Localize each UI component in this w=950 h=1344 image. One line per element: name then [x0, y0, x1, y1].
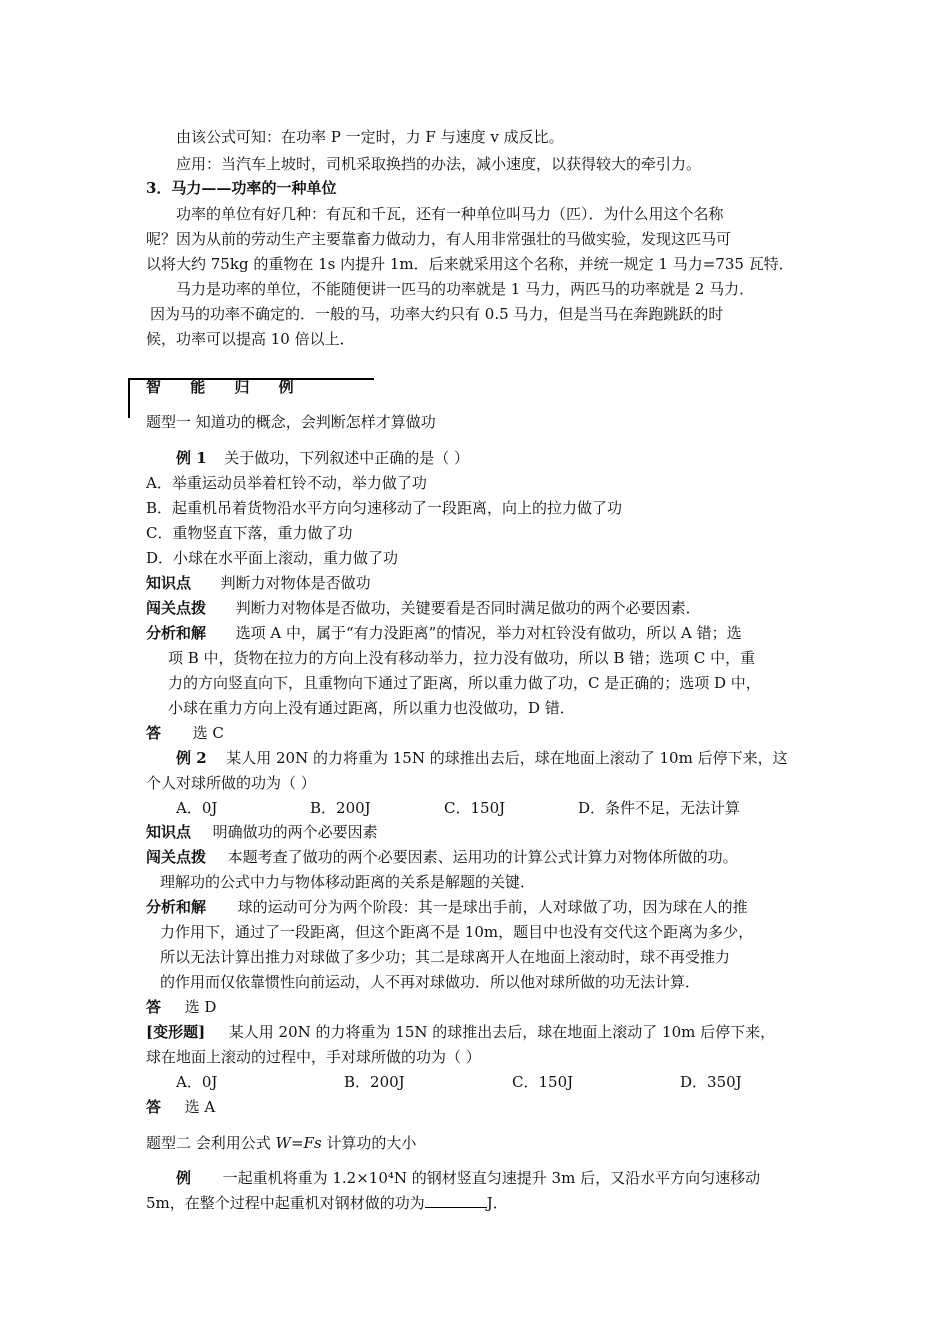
example2-analysis-line2: 力作用下，通过了一段距离，但这个距离不是 10m，题目中也没有交代这个距离为多少，: [160, 923, 754, 941]
example1-option-d: D．小球在水平面上滚动，重力做了功: [146, 549, 399, 567]
example1-analysis-line1: [146, 623, 742, 643]
variant-option-c: C．150J: [512, 1073, 574, 1091]
analysis-text: 选项 A 中，属于“有力没距离”的情况，举力对杠铃没有做功，所以 A 错；选: [235, 624, 742, 642]
example2-option-c: C．150J: [444, 799, 506, 817]
variant-question: 某人用 20N 的力将重为 15N 的球推出去后，球在地面上滚动了 10m 后停下来，: [228, 1023, 776, 1041]
example1-answer: [146, 723, 224, 743]
answer-text: 选 D: [184, 998, 217, 1016]
answer-label: 答: [146, 1098, 162, 1116]
variant-option-b: B．200J: [344, 1073, 405, 1091]
example2-option-b: B．200J: [310, 799, 371, 817]
variant-answer: [146, 1097, 215, 1117]
example2-option-a: A．0J: [176, 799, 218, 817]
answer-text: 选 C: [192, 724, 224, 742]
analysis-label: 分析和解: [146, 624, 207, 642]
tip-label: 闯关点拨: [146, 599, 207, 617]
type2-title: [146, 1133, 416, 1153]
type1-title: 题型一 知道功的概念，会判断怎样才算做功: [146, 413, 436, 431]
type2-title-prefix: 题型二 会利用公式: [146, 1134, 276, 1152]
section-header-title: 智 能 归 例: [146, 378, 306, 396]
example2-analysis-line4: 的作用而仅依靠惯性向前运动，人不再对球做功．所以他对球所做的功无法计算．: [160, 973, 701, 991]
variant-stem-line1: [146, 1022, 775, 1042]
type2-example-line2: [146, 1193, 508, 1213]
analysis-text: 球的运动可分为两个阶段：其一是球出手前，人对球做了功，因为球在人的推: [237, 898, 748, 916]
example2-stem-line2: 个人对球所做的功为（ ）: [146, 774, 316, 792]
intro-line-2: 应用：当汽车上坡时，司机采取换挡的办法，减小速度，以获得较大的牵引力。: [176, 155, 702, 173]
type2-example-label: 例: [176, 1169, 192, 1187]
example1-stem: [176, 448, 469, 468]
variant-stem-line2: 球在地面上滚动的过程中，手对球所做的功为（ ）: [146, 1048, 481, 1066]
type2-example-line1: [176, 1168, 760, 1188]
example1-knowledge-point: [146, 573, 371, 593]
tip-label: 闯关点拨: [146, 848, 207, 866]
section3-title: 3．马力——功率的一种单位: [146, 179, 337, 197]
example2-analysis-line3: 所以无法计算出推力对球做了多少功；其二是球离开人在地面上滚动时，球不再受推力: [160, 948, 731, 966]
example1-question: 关于做功，下列叙述中正确的是（ ）: [224, 449, 470, 467]
example2-tip-line2: 理解功的公式中力与物体移动距离的关系是解题的关键．: [160, 873, 536, 891]
knowledge-point-label: 知识点: [146, 823, 192, 841]
variant-option-a: A．0J: [176, 1073, 218, 1091]
section3-p2-line1: 马力是功率的单位，不能随便讲一匹马的功率就是 1 马力，两匹马的功率就是 2 马力．: [176, 280, 755, 298]
header-bar: [128, 378, 130, 418]
example2-label: 例 2: [176, 749, 207, 767]
type2-example-unit: J．: [486, 1194, 508, 1212]
variant-label: [变形题]: [146, 1023, 206, 1041]
section3-p1-line2: 呢？因为从前的劳动生产主要靠畜力做动力，有人用非常强壮的马做实验，发现这匹马可: [146, 230, 732, 248]
example1-option-b: B．起重机吊着货物沿水平方向匀速移动了一段距离，向上的拉力做了功: [146, 499, 623, 517]
answer-label: 答: [146, 724, 162, 742]
example2-knowledge-point: [146, 822, 378, 842]
example2-question: 某人用 20N 的力将重为 15N 的球推出去后，球在地面上滚动了 10m 后停下来，这: [226, 749, 788, 767]
example1-tip: [146, 598, 701, 618]
answer-label: 答: [146, 998, 162, 1016]
answer-text: 选 A: [184, 1098, 216, 1116]
knowledge-point-label: 知识点: [146, 574, 192, 592]
section3-p2-line3: 候，功率可以提高 10 倍以上．: [146, 330, 355, 348]
example1-analysis-line4: 小球在重力方向上没有通过距离，所以重力也没做功，D 错．: [168, 699, 575, 717]
knowledge-point-text: 判断力对物体是否做功: [220, 574, 371, 592]
type2-example-question: 一起重机将重为 1.2×10⁴N 的钢材竖直匀速提升 3m 后，又沿水平方向匀速移动: [222, 1169, 761, 1187]
section3-p2-line2: 因为马的功率不确定的．一般的马，功率大约只有 0.5 马力，但是当马在奔跑跳跃的时: [150, 305, 724, 323]
example2-answer: [146, 997, 216, 1017]
example2-tip-line1: [146, 847, 738, 867]
example2-analysis-line1: [146, 897, 748, 917]
type2-example-question-cont: 5m，在整个过程中起重机对钢材做的功为: [146, 1194, 425, 1212]
knowledge-point-text: 明确做功的两个必要因素: [212, 823, 378, 841]
section3-p1-line3: 以将大约 75kg 的重物在 1s 内提升 1m．后来就采用这个名称，并统一规定 1 马力=735 瓦特．: [146, 255, 794, 273]
example1-option-c: C．重物竖直下落，重力做了功: [146, 524, 353, 542]
intro-line-1: 由该公式可知：在功率 P 一定时，力 F 与速度 v 成反比。: [176, 128, 564, 146]
example1-label: 例 1: [176, 449, 207, 467]
work-formula: W=Fs: [275, 1134, 322, 1152]
example2-option-d: D．条件不足，无法计算: [578, 799, 741, 817]
variant-option-d: D．350J: [680, 1073, 742, 1091]
type2-title-suffix: 计算功的大小: [321, 1134, 417, 1152]
tip-text: 本题考查了做功的两个必要因素、运用功的计算公式计算力对物体所做的功。: [227, 848, 738, 866]
section3-p1-line1: 功率的单位有好几种：有瓦和千瓦，还有一种单位叫马力（匹）．为什么用这个名称: [176, 205, 724, 223]
analysis-label: 分析和解: [146, 898, 207, 916]
example1-analysis-line2: 项 B 中，货物在拉力的方向上没有移动举力，拉力没有做功，所以 B 错；选项 C 中，重: [168, 649, 756, 667]
example2-stem-line1: [176, 748, 788, 768]
tip-text: 判断力对物体是否做功，关键要看是否同时满足做功的两个必要因素．: [235, 599, 701, 617]
example1-option-a: A．举重运动员举着杠铃不动，举力做了功: [146, 474, 427, 492]
example1-analysis-line3: 力的方向竖直向下，且重物向下通过了距离，所以重力做了功，C 是正确的；选项 D 中，: [168, 674, 761, 692]
answer-blank[interactable]: [425, 1193, 487, 1208]
